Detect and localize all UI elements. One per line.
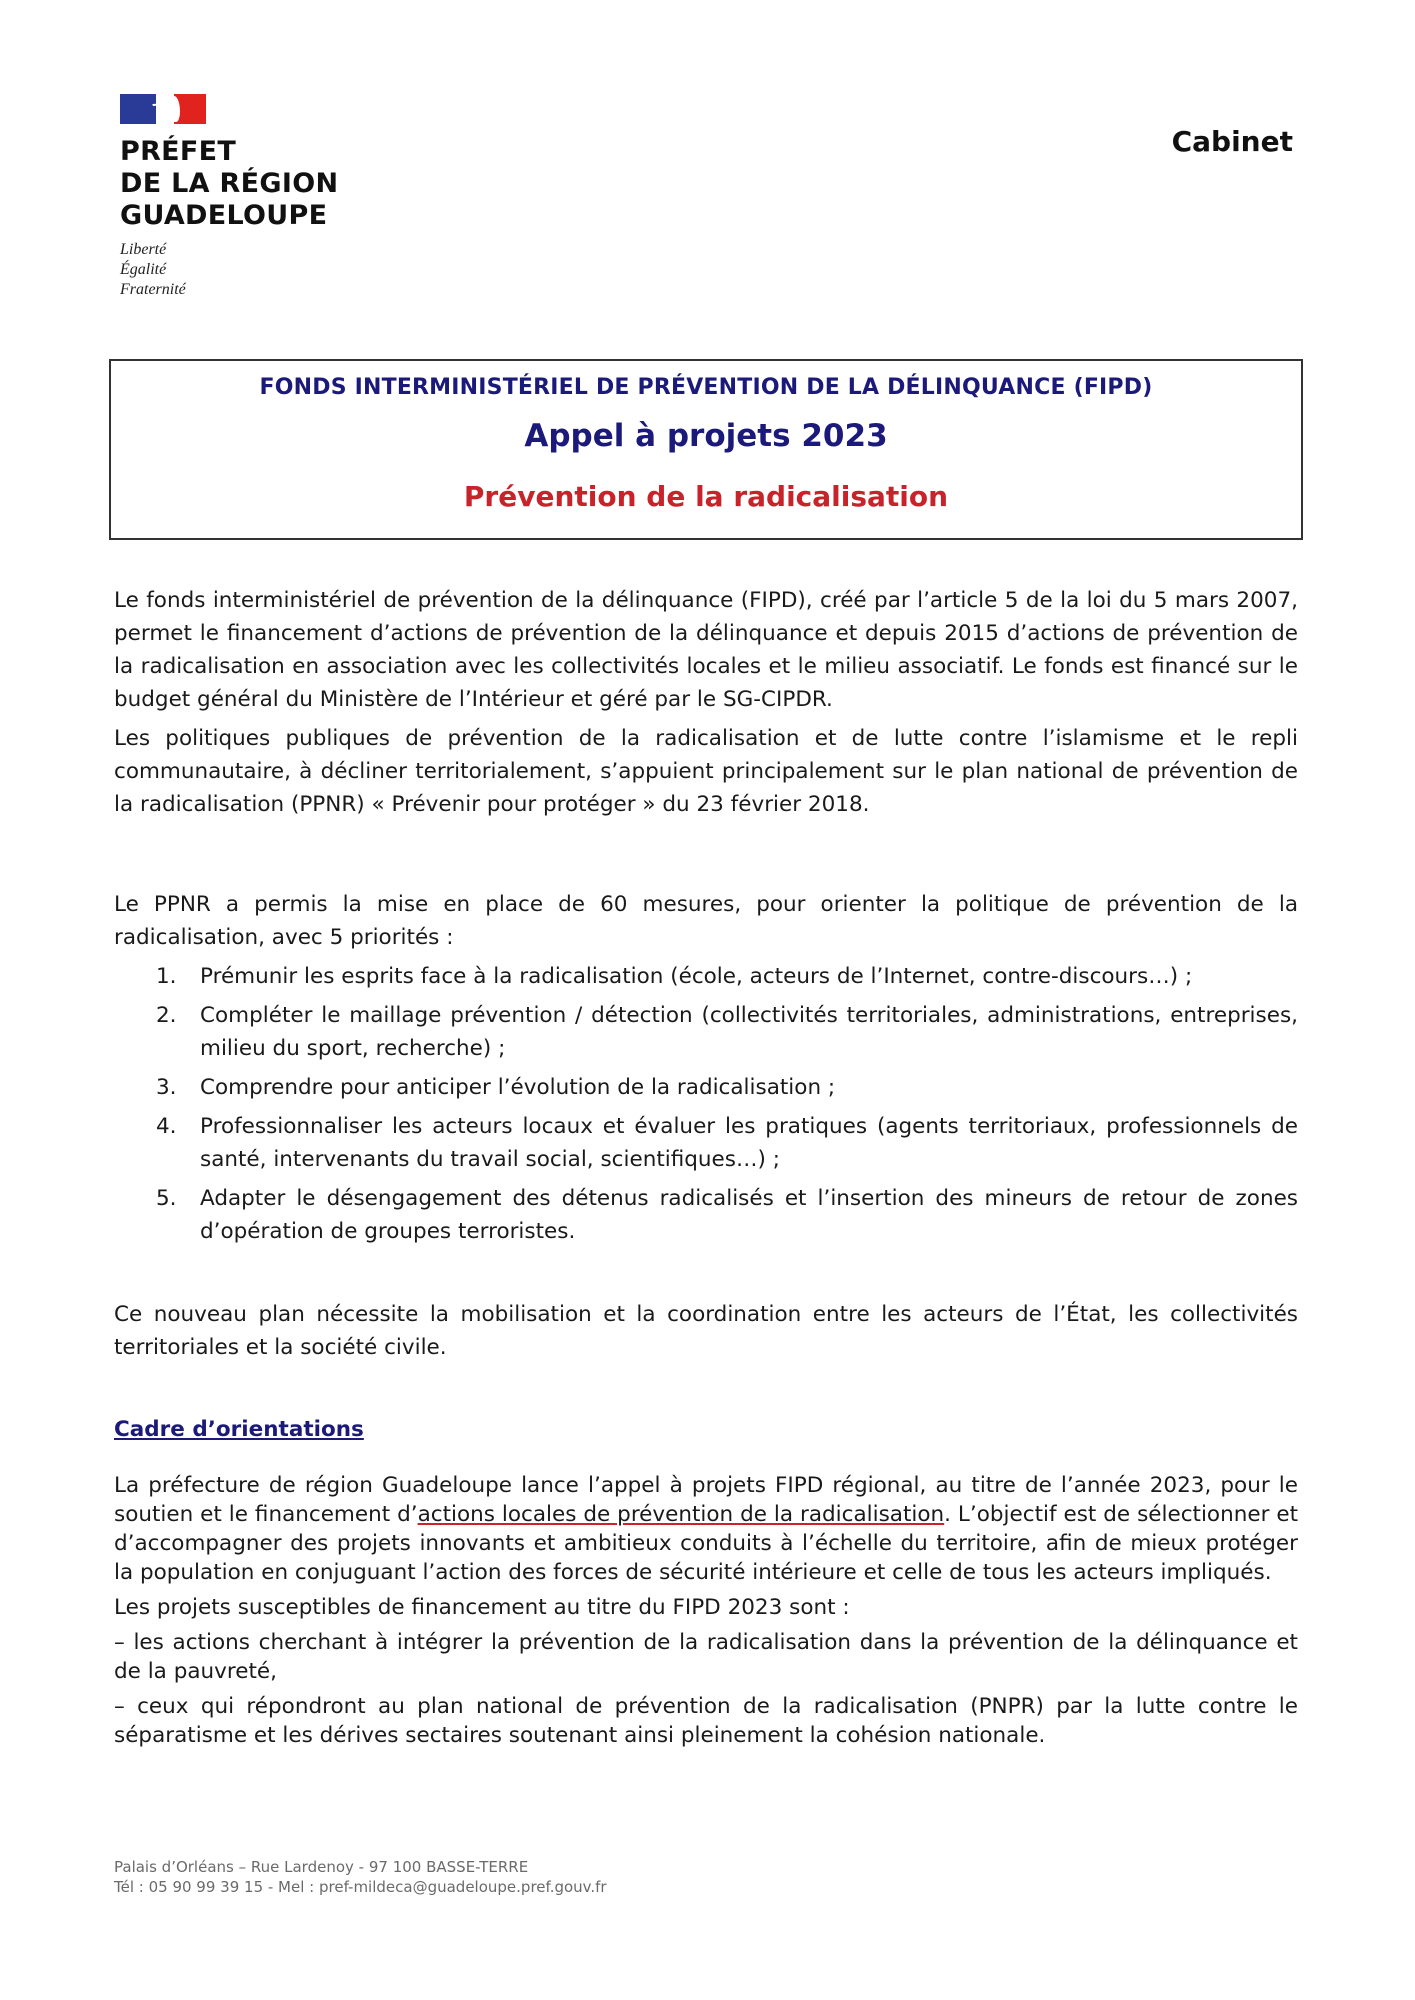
text-run: La préfecture de région Guadeloupe lance l’appel à projets FIPD régional, au titre de l’année 2023, pour le soutien et le financement d’: [114, 1473, 1298, 1527]
priority-number: 4.: [156, 1114, 177, 1139]
priority-item: [156, 1071, 1298, 1104]
priority-number: 1.: [156, 964, 177, 989]
logo-name-line: PRÉFET: [120, 136, 237, 167]
ppnr-section: [114, 888, 1298, 1248]
footer-address: Palais d’Orléans – Rue Lardenoy - 97 100 BASSE-TERRE: [114, 1858, 529, 1876]
logo-name-line: GUADELOUPE: [120, 200, 328, 231]
intro-section: [114, 584, 1298, 821]
priority-text: Comprendre pour anticiper l’évolution de la radicalisation ;: [200, 1075, 836, 1100]
priority-number: 5.: [156, 1186, 177, 1211]
intro-paragraph-2: Les politiques publiques de prévention de la radicalisation et de lutte contre l’islamisme et le repli communautaire, à décliner territorialement, s’appuient principalement sur le plan national de prévention de la radicalisation (PPNR) « Prévenir pour protéger » du 23 février 2018.: [114, 726, 1298, 817]
priority-text: Compléter le maillage prévention / détection (collectivités territoriales, administrations, entreprises, milieu du sport, recherche) ;: [200, 1003, 1298, 1061]
marianne-flag-icon: [120, 94, 206, 124]
priorities-list: [114, 960, 1298, 1248]
priority-text: Adapter le désengagement des détenus radicalisés et l’insertion des mineurs de retour de zones d’opération de groupes terroristes.: [200, 1186, 1298, 1244]
underlined-phrase: actions locales de prévention de la radicalisation: [417, 1502, 945, 1527]
orientations-paragraph-1: [114, 1471, 1298, 1587]
motto-line: Égalité: [120, 261, 167, 278]
fund-title: FONDS INTERMINISTÉRIEL DE PRÉVENTION DE LA DÉLINQUANCE (FIPD): [259, 375, 1153, 400]
ppnr-conclusion-section: [114, 1298, 1298, 1364]
priority-item: [156, 999, 1298, 1065]
priority-text: Prémunir les esprits face à la radicalisation (école, acteurs de l’Internet, contre-discours…) ;: [200, 964, 1193, 989]
title-box: [109, 359, 1303, 540]
orientations-bullet: – ceux qui répondront au plan national de prévention de la radicalisation (PNPR) par la lutte contre le séparatisme et les dérives sectaires soutenant ainsi pleinement la cohésion nationale.: [114, 1694, 1298, 1748]
priority-item: [156, 960, 1298, 993]
department-label: Cabinet: [1171, 125, 1293, 158]
intro-paragraph-1: Le fonds interministériel de prévention de la délinquance (FIPD), créé par l’article 5 de la loi du 5 mars 2007, permet le financement d’actions de prévention de la délinquance et depuis 2015 d’actions de prévention de la radicalisation en association avec les collectivités locales et le milieu associatif. Le fonds est financé sur le budget général du Ministère de l’Intérieur et géré par le SG-CIPDR.: [114, 588, 1298, 712]
motto-line: Liberté: [120, 241, 167, 258]
priority-text: Professionnaliser les acteurs locaux et évaluer les pratiques (agents territoriaux, professionnels de santé, intervenants du travail social, scientifiques…) ;: [200, 1114, 1298, 1172]
text-run: . L’objectif est de sélectionner et d’accompagner des projets innovants et ambitieux conduits à l’échelle du territoire, afin de mieux protéger la population en conjuguant l’action des forces de sécurité intérieure et celle de tous les acteurs impliqués.: [114, 1502, 1298, 1585]
motto-line: Fraternité: [120, 281, 186, 298]
motto: [120, 240, 338, 300]
prefecture-logo: [120, 94, 338, 300]
priority-number: 2.: [156, 1003, 177, 1028]
section-heading: Cadre d’orientations: [114, 1417, 364, 1442]
footer: [114, 1857, 607, 1897]
orientations-section: [114, 1413, 1298, 1446]
priority-item: [156, 1110, 1298, 1176]
ppnr-lead: Le PPNR a permis la mise en place de 60 mesures, pour orienter la politique de prévention de la radicalisation, avec 5 priorités :: [114, 892, 1298, 950]
orientations-body: [114, 1471, 1298, 1750]
priority-number: 3.: [156, 1075, 177, 1100]
logo-name-line: DE LA RÉGION: [120, 168, 339, 199]
call-title: Appel à projets 2023: [524, 418, 888, 454]
footer-contact: Tél : 05 90 99 39 15 - Mel : pref-mildeca@guadeloupe.pref.gouv.fr: [114, 1878, 607, 1896]
orientations-paragraph-2: Les projets susceptibles de financement au titre du FIPD 2023 sont :: [114, 1595, 850, 1620]
ppnr-conclusion: Ce nouveau plan nécessite la mobilisation et la coordination entre les acteurs de l’État, les collectivités territoriales et la société civile.: [114, 1302, 1298, 1360]
logo-name: [120, 136, 338, 232]
theme-title: Prévention de la radicalisation: [463, 480, 949, 513]
orientations-bullet: – les actions cherchant à intégrer la prévention de la radicalisation dans la prévention de la délinquance et de la pauvreté,: [114, 1630, 1298, 1684]
priority-item: [156, 1182, 1298, 1248]
